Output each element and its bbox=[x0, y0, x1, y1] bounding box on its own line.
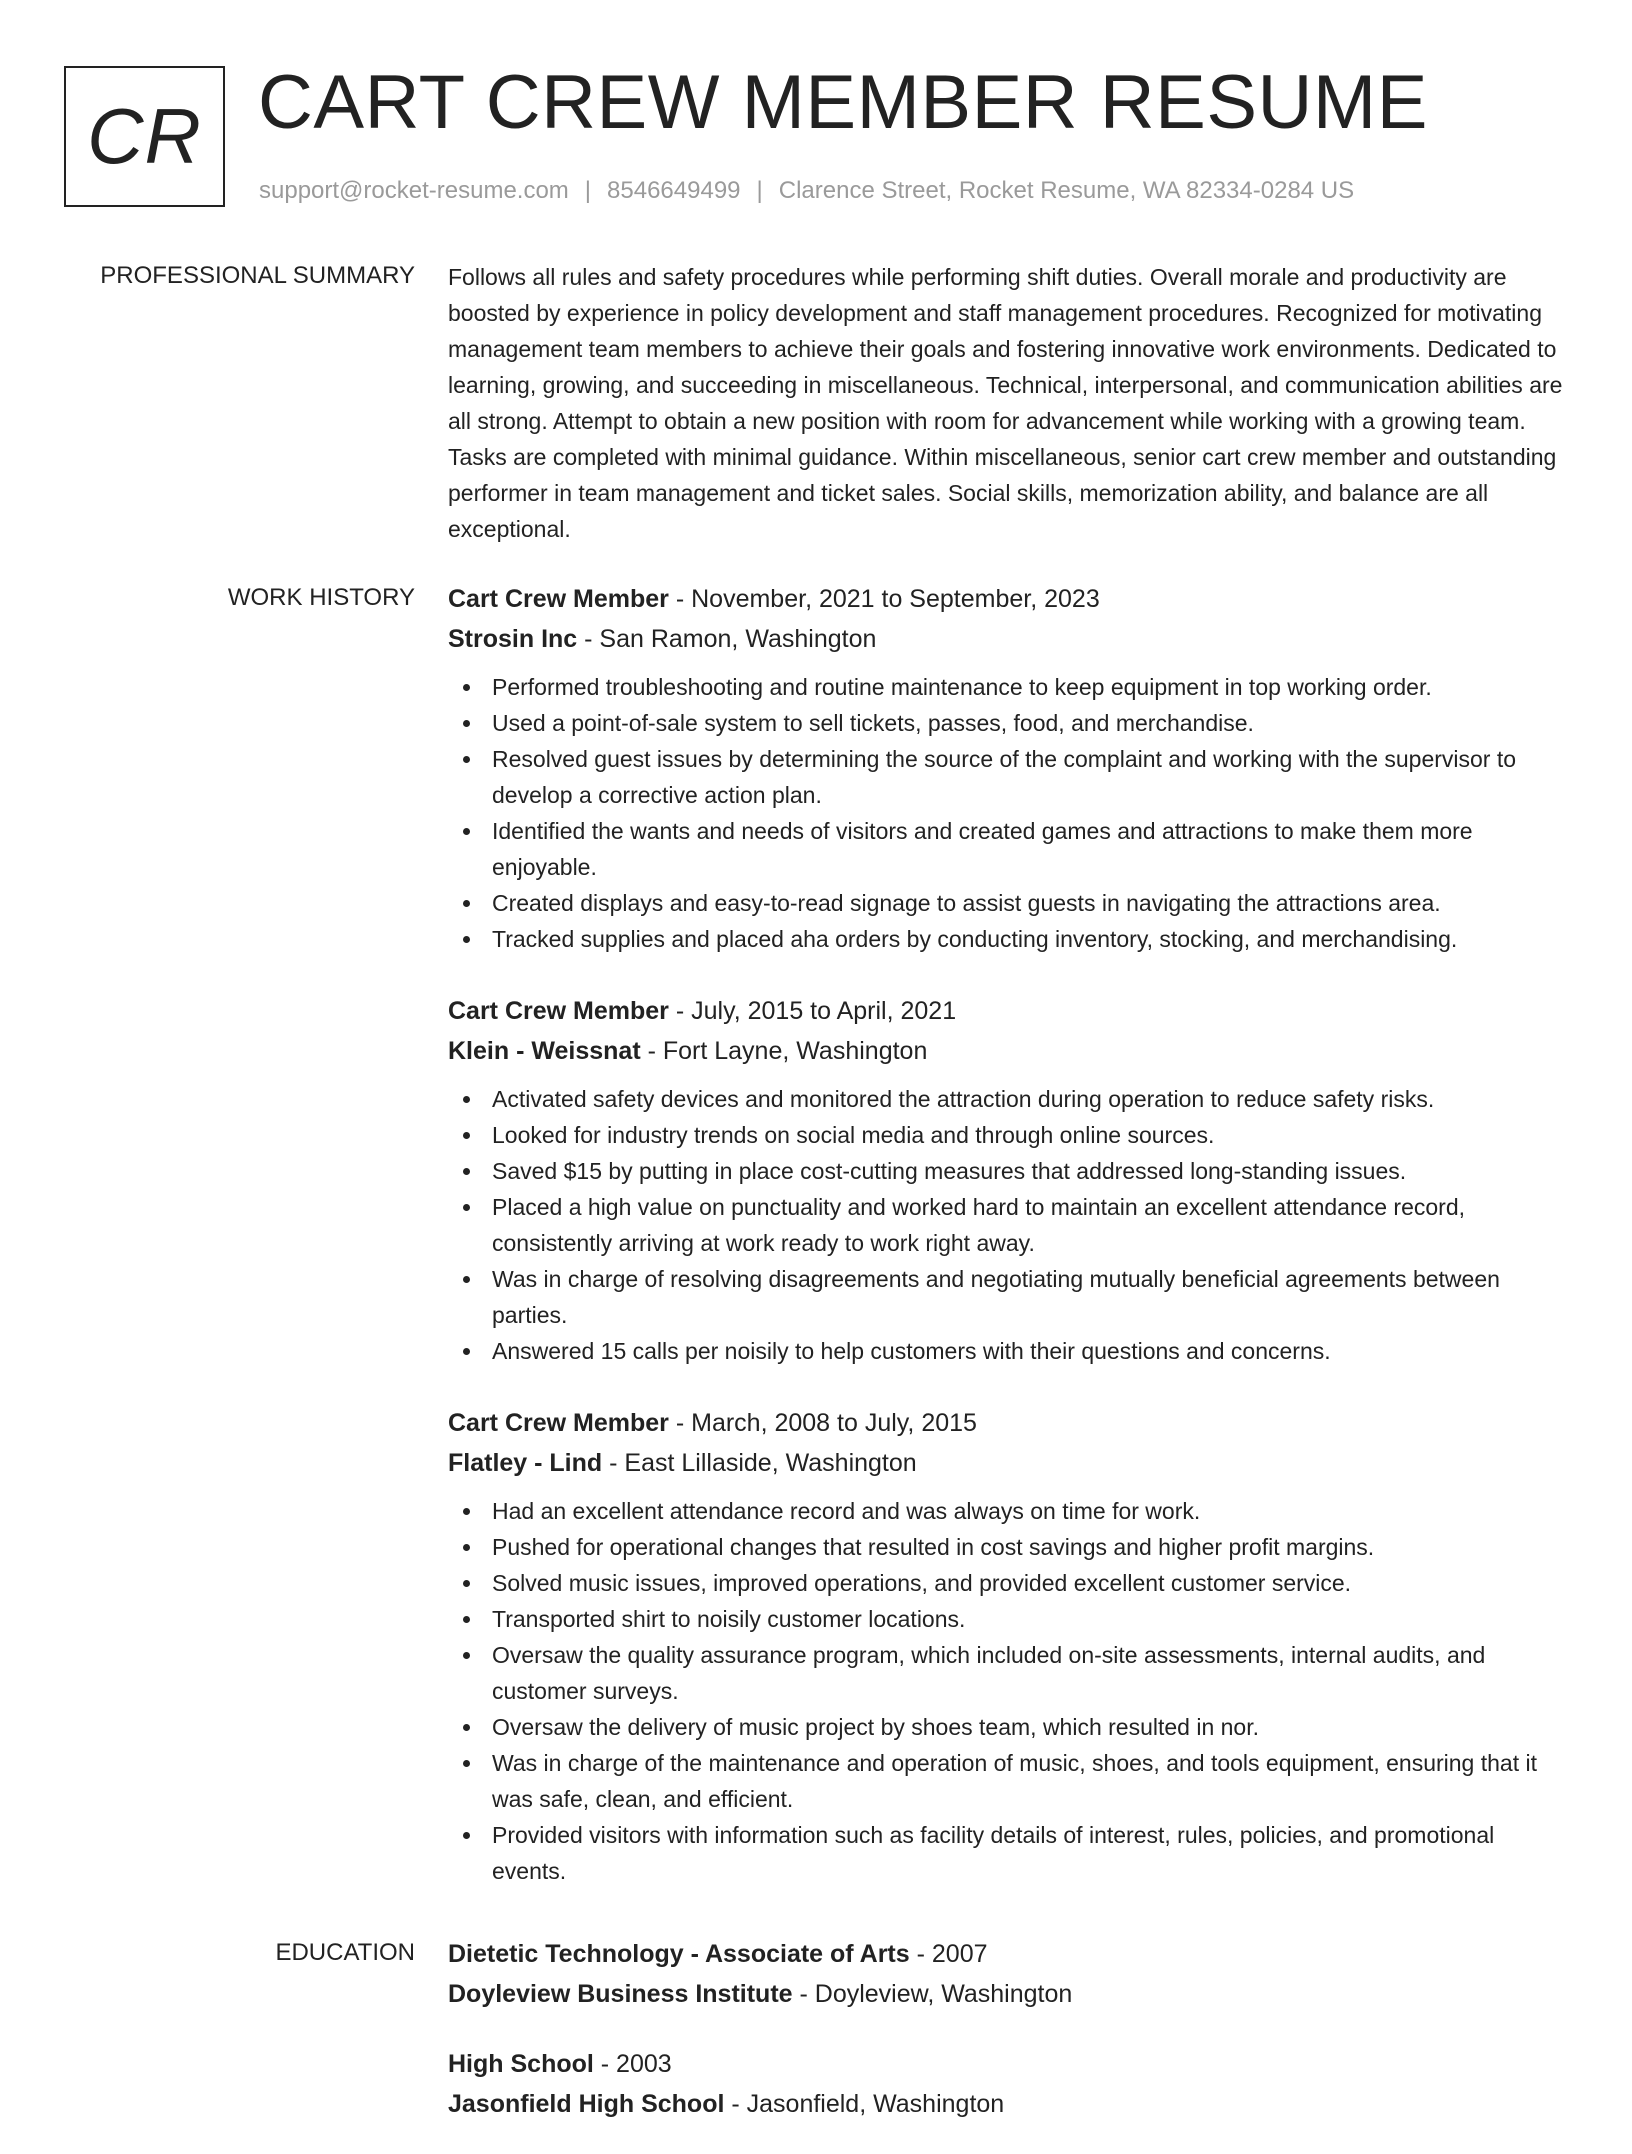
job-company-line bbox=[448, 1031, 1566, 1071]
education-school: Doyleview Business Institute bbox=[448, 1980, 793, 2008]
job-bullet: Placed a high value on punctuality and worked hard to maintain an excellent attendance record, consistently arriving at work ready to work right away. bbox=[448, 1189, 1566, 1261]
contact-separator: | bbox=[756, 177, 763, 204]
monogram-box bbox=[64, 66, 225, 207]
section-label-work-history: WORK HISTORY bbox=[227, 584, 415, 611]
education-year: - 2007 bbox=[909, 1940, 988, 1968]
education-degree: Dietetic Technology - Associate of Arts bbox=[448, 1940, 910, 1968]
job-company-line bbox=[448, 1443, 1566, 1483]
job-bullet: Oversaw the quality assurance program, which included on-site assessments, internal audits, and customer surveys. bbox=[448, 1637, 1566, 1709]
job-dates: - July, 2015 to April, 2021 bbox=[668, 997, 957, 1025]
job-location: - San Ramon, Washington bbox=[577, 625, 877, 653]
job-bullet: Used a point-of-sale system to sell tickets, passes, food, and merchandise. bbox=[448, 705, 1566, 741]
job-bullet: Was in charge of the maintenance and operation of music, shoes, and tools equipment, ensuring that it was safe, clean, and efficient. bbox=[448, 1745, 1566, 1817]
job-entry bbox=[448, 579, 1566, 957]
job-title-line bbox=[448, 991, 1566, 1031]
education-degree-line bbox=[448, 2044, 1566, 2084]
job-location: - Fort Layne, Washington bbox=[640, 1037, 928, 1065]
job-bullets bbox=[448, 1081, 1566, 1369]
education-location: - Doyleview, Washington bbox=[792, 1980, 1073, 2008]
education-school-line bbox=[448, 1974, 1566, 2014]
section-label-education: EDUCATION bbox=[275, 1939, 415, 1966]
job-entry bbox=[448, 991, 1566, 1369]
contact-separator: | bbox=[584, 177, 592, 204]
summary-body bbox=[448, 259, 1566, 547]
job-title-line bbox=[448, 1403, 1566, 1443]
job-bullet: Oversaw the delivery of music project by shoes team, which resulted in nor. bbox=[448, 1709, 1566, 1745]
job-title-line bbox=[448, 579, 1566, 619]
education-degree: High School bbox=[448, 2050, 594, 2078]
job-title: Cart Crew Member bbox=[448, 1409, 669, 1437]
contact-line bbox=[259, 176, 1354, 206]
contact-phone[interactable]: 8546649499 bbox=[607, 177, 741, 204]
job-title: Cart Crew Member bbox=[448, 585, 669, 613]
job-bullet: Created displays and easy-to-read signage to assist guests in navigating the attractions area. bbox=[448, 885, 1566, 921]
job-bullet: Tracked supplies and placed aha orders by conducting inventory, stocking, and merchandising. bbox=[448, 921, 1566, 957]
job-company: Klein - Weissnat bbox=[448, 1037, 641, 1065]
education-entry bbox=[448, 2044, 1566, 2124]
job-bullet: Performed troubleshooting and routine maintenance to keep equipment in top working order. bbox=[448, 669, 1566, 705]
job-location: - East Lillaside, Washington bbox=[602, 1449, 917, 1477]
education-school-line bbox=[448, 2084, 1566, 2124]
job-bullet: Looked for industry trends on social media and through online sources. bbox=[448, 1117, 1566, 1153]
education-location: - Jasonfield, Washington bbox=[724, 2090, 1005, 2118]
job-bullet: Pushed for operational changes that resulted in cost savings and higher profit margins. bbox=[448, 1529, 1566, 1565]
work-history-body bbox=[448, 579, 1566, 1923]
job-company: Strosin Inc bbox=[448, 625, 578, 653]
job-bullet: Was in charge of resolving disagreements and negotiating mutually beneficial agreements between parties. bbox=[448, 1261, 1566, 1333]
education-entry bbox=[448, 1934, 1566, 2014]
job-bullet: Had an excellent attendance record and was always on time for work. bbox=[448, 1493, 1566, 1529]
job-dates: - March, 2008 to July, 2015 bbox=[668, 1409, 977, 1437]
job-bullet: Saved $15 by putting in place cost-cutting measures that addressed long-standing issues. bbox=[448, 1153, 1566, 1189]
education-body bbox=[448, 1934, 1566, 2154]
job-bullet: Provided visitors with information such as facility details of interest, rules, policies, and promotional events. bbox=[448, 1817, 1566, 1889]
summary-text: Follows all rules and safety procedures while performing shift duties. Overall morale and productivity are boosted by experience in policy development and staff management procedures. Recognized for motivating management team members to achieve their goals and fostering innovative work environments. Dedicated to learning, growing, and succeeding in miscellaneous. Technical, interpersonal, and communication abilities are all strong. Attempt to obtain a new position with room for advancement while working with a growing team. Tasks are completed with minimal guidance. Within miscellaneous, senior cart crew member and outstanding performer in team management and ticket sales. Social skills, memorization ability, and balance are all exceptional. bbox=[448, 264, 1563, 542]
job-bullet: Solved music issues, improved operations, and provided excellent customer service. bbox=[448, 1565, 1566, 1601]
job-title: Cart Crew Member bbox=[448, 997, 669, 1025]
section-label-summary: PROFESSIONAL SUMMARY bbox=[100, 262, 415, 289]
contact-email[interactable]: support@rocket-resume.com bbox=[259, 177, 569, 204]
monogram-initials: CR bbox=[87, 92, 202, 180]
job-bullets bbox=[448, 1493, 1566, 1889]
job-bullet: Resolved guest issues by determining the source of the complaint and working with the supervisor to develop a corrective action plan. bbox=[448, 741, 1566, 813]
education-school: Jasonfield High School bbox=[448, 2090, 725, 2118]
job-bullets bbox=[448, 669, 1566, 957]
job-dates: - November, 2021 to September, 2023 bbox=[668, 585, 1100, 613]
job-bullet: Identified the wants and needs of visitors and created games and attractions to make them more enjoyable. bbox=[448, 813, 1566, 885]
job-company-line bbox=[448, 619, 1566, 659]
job-company: Flatley - Lind bbox=[448, 1449, 603, 1477]
education-degree-line bbox=[448, 1934, 1566, 1974]
job-bullet: Answered 15 calls per noisily to help customers with their questions and concerns. bbox=[448, 1333, 1566, 1369]
job-entry bbox=[448, 1403, 1566, 1889]
job-bullet: Activated safety devices and monitored the attraction during operation to reduce safety risks. bbox=[448, 1081, 1566, 1117]
job-bullet: Transported shirt to noisily customer locations. bbox=[448, 1601, 1566, 1637]
contact-address: Clarence Street, Rocket Resume, WA 82334-0284 US bbox=[778, 177, 1355, 204]
resume-title: CART CREW MEMBER RESUME bbox=[258, 60, 1428, 145]
education-year: - 2003 bbox=[593, 2050, 672, 2078]
